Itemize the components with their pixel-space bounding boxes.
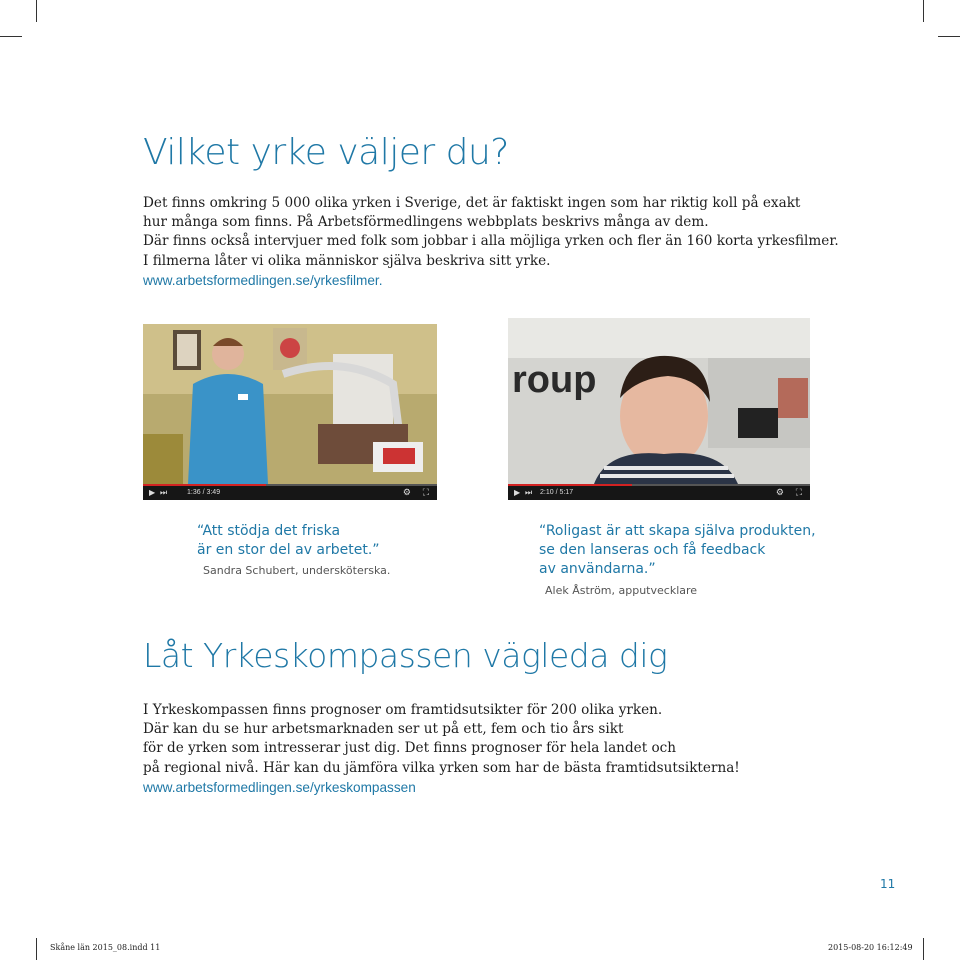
quote-line: “Roligast är att skapa själva produkten, [539,523,816,539]
yrkesfilmer-link[interactable]: www.arbetsformedlingen.se/yrkesfilmer. [143,272,383,288]
intro-paragraph [143,194,839,290]
video-thumbnail-nurse [143,324,437,484]
crop-mark [923,938,924,960]
progress-bar[interactable] [508,484,810,486]
quote-line: “Att stödja det friska [197,523,341,539]
kompass-line: Där kan du se hur arbetsmarknaden ser ut på ett, fem och tio års sikt [143,721,624,738]
video-controls[interactable] [508,484,810,500]
crop-mark [36,938,37,960]
fullscreen-icon[interactable]: ⛶ [795,487,802,497]
slug-timestamp: 2015-08-20 16:12:49 [828,943,913,952]
quote-attribution: Alek Åström, apputvecklare [545,584,698,597]
kompass-line: på regional nivå. Här kan du jämföra vilka yrken som har de bästa framtidsutsikterna! [143,759,740,776]
play-icon[interactable]: ▶ [149,488,156,497]
intro-line: hur många som finns. På Arbetsförmedlingens webbplats beskrivs många av dem. [143,214,709,231]
intro-line: Det finns omkring 5 000 olika yrken i Sverige, det är faktiskt ingen som har riktig koll på exakt [143,195,801,211]
progress-fill [143,484,266,486]
settings-icon[interactable]: ⚙ [402,487,411,497]
play-icon[interactable]: ▶ [514,488,521,497]
crop-mark [923,0,924,22]
intro-line: Där finns också intervjuer med folk som jobbar i alla möjliga yrken och fler än 160 korta yrkesfilmer. [143,233,839,250]
page-number: 11 [880,877,896,891]
quote-nurse [197,522,380,560]
yrkeskompassen-link[interactable]: www.arbetsformedlingen.se/yrkeskompassen [143,779,416,795]
slug-file: Skåne län 2015_08.indd 11 [50,943,161,952]
quote-attribution: Sandra Schubert, undersköterska. [203,564,391,577]
next-icon[interactable]: ⏭ [525,488,533,497]
kompass-line: I Yrkeskompassen finns prognoser om framtidsutsikter för 200 olika yrken. [143,702,663,718]
time-readout: 1:36 / 3:49 [187,489,221,496]
video-player-nurse[interactable] [143,324,437,500]
intro-line: I filmerna låter vi olika människor själva beskriva sitt yrke. [143,252,551,269]
settings-icon[interactable]: ⚙ [775,487,784,497]
quote-line: se den lanseras och få feedback [539,542,766,558]
progress-bar[interactable] [143,484,437,486]
video-thumbnail-developer [508,318,810,484]
svg-text:roup: roup [512,359,597,401]
quote-line: av användarna.” [539,561,656,577]
fullscreen-icon[interactable]: ⛶ [422,487,429,497]
crop-mark [0,36,22,37]
video-controls[interactable] [143,484,437,500]
kompass-paragraph [143,701,740,797]
crop-mark [36,0,37,22]
time-readout: 2:10 / 5:17 [540,489,574,496]
video-player-developer[interactable] [508,318,810,500]
progress-fill [508,484,632,486]
page-title: Vilket yrke väljer du? [143,132,509,173]
quote-line: är en stor del av arbetet.” [197,542,380,558]
quote-developer [539,522,816,579]
section-heading: Låt Yrkeskompassen vägleda dig [143,636,668,675]
crop-mark [938,36,960,37]
next-icon[interactable]: ⏭ [160,488,168,497]
kompass-line: för de yrken som intresserar just dig. Det finns prognoser för hela landet och [143,740,677,757]
